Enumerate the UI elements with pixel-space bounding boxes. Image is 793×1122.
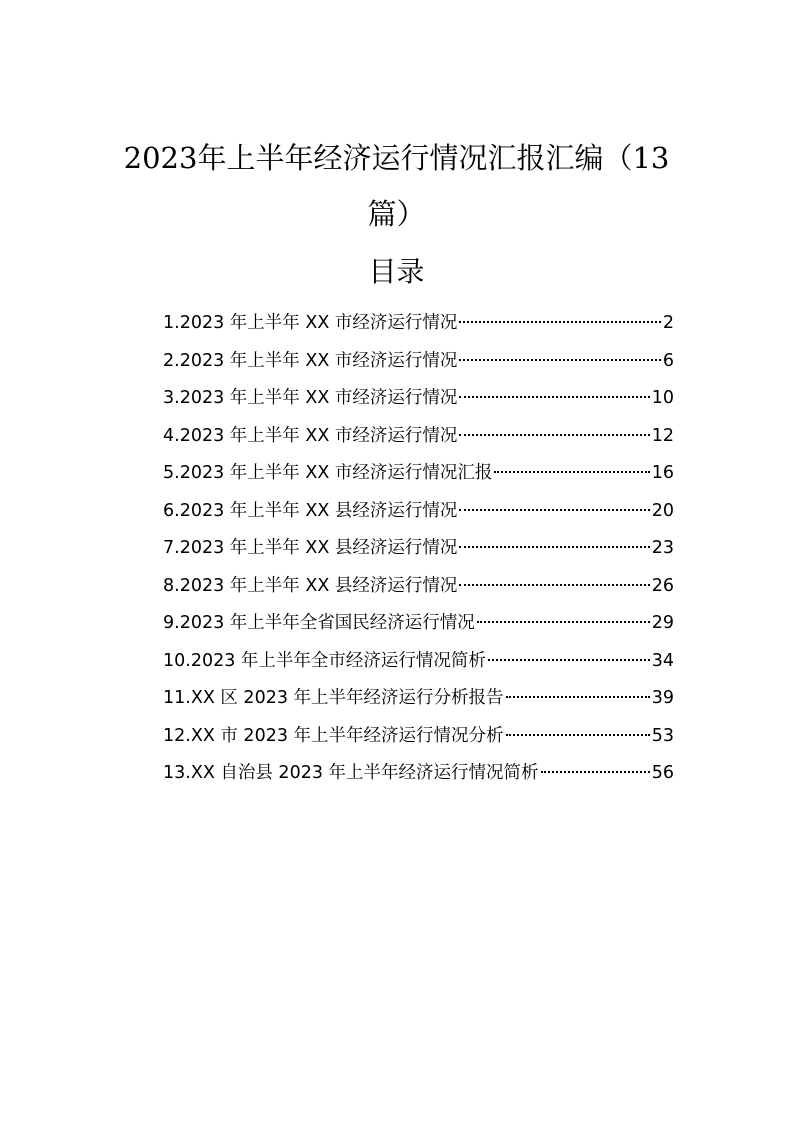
toc-entry[interactable] xyxy=(163,718,674,756)
toc-leader-dots xyxy=(459,321,660,323)
toc-page-number: 10 xyxy=(651,388,674,408)
table-of-contents xyxy=(163,305,674,793)
toc-page-number: 53 xyxy=(651,725,674,746)
toc-leader-dots xyxy=(459,434,649,436)
toc-page-number: 56 xyxy=(651,763,674,783)
toc-page-number: 39 xyxy=(651,688,674,708)
toc-leader-dots xyxy=(506,696,650,698)
toc-entry[interactable] xyxy=(163,380,674,418)
toc-entry[interactable] xyxy=(163,605,674,643)
toc-page-number: 34 xyxy=(651,650,674,671)
toc-entry[interactable] xyxy=(163,418,674,456)
toc-page-number: 12 xyxy=(651,425,674,446)
toc-leader-dots xyxy=(459,396,649,398)
toc-page-number: 29 xyxy=(651,613,674,633)
toc-entry[interactable] xyxy=(163,493,674,531)
toc-entry-label: 2.2023 年上半年 XX 市经济运行情况 xyxy=(163,350,458,371)
toc-leader-dots xyxy=(459,359,660,361)
toc-entry[interactable] xyxy=(163,568,674,606)
toc-leader-dots xyxy=(494,471,649,473)
toc-entry-label: 6.2023 年上半年 XX 县经济运行情况 xyxy=(163,500,458,521)
toc-entry-label: 13.XX 自治县 2023 年上半年经济运行情况简析 xyxy=(163,763,539,783)
toc-leader-dots xyxy=(477,621,650,623)
toc-entry-label: 1.2023 年上半年 XX 市经济运行情况 xyxy=(163,313,458,333)
toc-entry-label: 11.XX 区 2023 年上半年经济运行分析报告 xyxy=(163,688,504,708)
toc-entry[interactable] xyxy=(163,343,674,381)
toc-entry-label: 4.2023 年上半年 XX 市经济运行情况 xyxy=(163,425,458,446)
toc-page-number: 6 xyxy=(662,350,674,371)
toc-entry[interactable] xyxy=(163,643,674,681)
document-title: 2023年上半年经济运行情况汇报汇编（13 xyxy=(123,141,670,175)
toc-entry[interactable] xyxy=(163,530,674,568)
toc-entry-label: 12.XX 市 2023 年上半年经济运行情况分析 xyxy=(163,725,504,746)
toc-leader-dots xyxy=(459,584,649,586)
toc-leader-dots xyxy=(488,659,650,661)
toc-entry[interactable] xyxy=(163,455,674,493)
toc-page-number: 23 xyxy=(651,538,674,558)
toc-entry[interactable] xyxy=(163,755,674,793)
toc-leader-dots xyxy=(541,771,650,773)
toc-entry-label: 5.2023 年上半年 XX 市经济运行情况汇报 xyxy=(163,463,493,483)
toc-entry-label: 8.2023 年上半年 XX 县经济运行情况 xyxy=(163,575,458,596)
toc-heading: 目录 xyxy=(368,255,425,288)
toc-entry-label: 10.2023 年上半年全市经济运行情况简析 xyxy=(163,650,486,671)
toc-entry-label: 7.2023 年上半年 XX 县经济运行情况 xyxy=(163,538,458,558)
toc-entry[interactable] xyxy=(163,680,674,718)
toc-leader-dots xyxy=(459,509,649,511)
toc-page-number: 16 xyxy=(651,463,674,483)
toc-page-number: 2 xyxy=(662,313,674,333)
toc-entry-label: 3.2023 年上半年 XX 市经济运行情况 xyxy=(163,388,458,408)
toc-leader-dots xyxy=(506,734,650,736)
toc-entry-label: 9.2023 年上半年全省国民经济运行情况 xyxy=(163,613,475,633)
toc-leader-dots xyxy=(459,546,649,548)
toc-entry[interactable] xyxy=(163,305,674,343)
document-title-continuation: 篇） xyxy=(367,197,426,231)
toc-page-number: 20 xyxy=(651,500,674,521)
toc-page-number: 26 xyxy=(651,575,674,596)
